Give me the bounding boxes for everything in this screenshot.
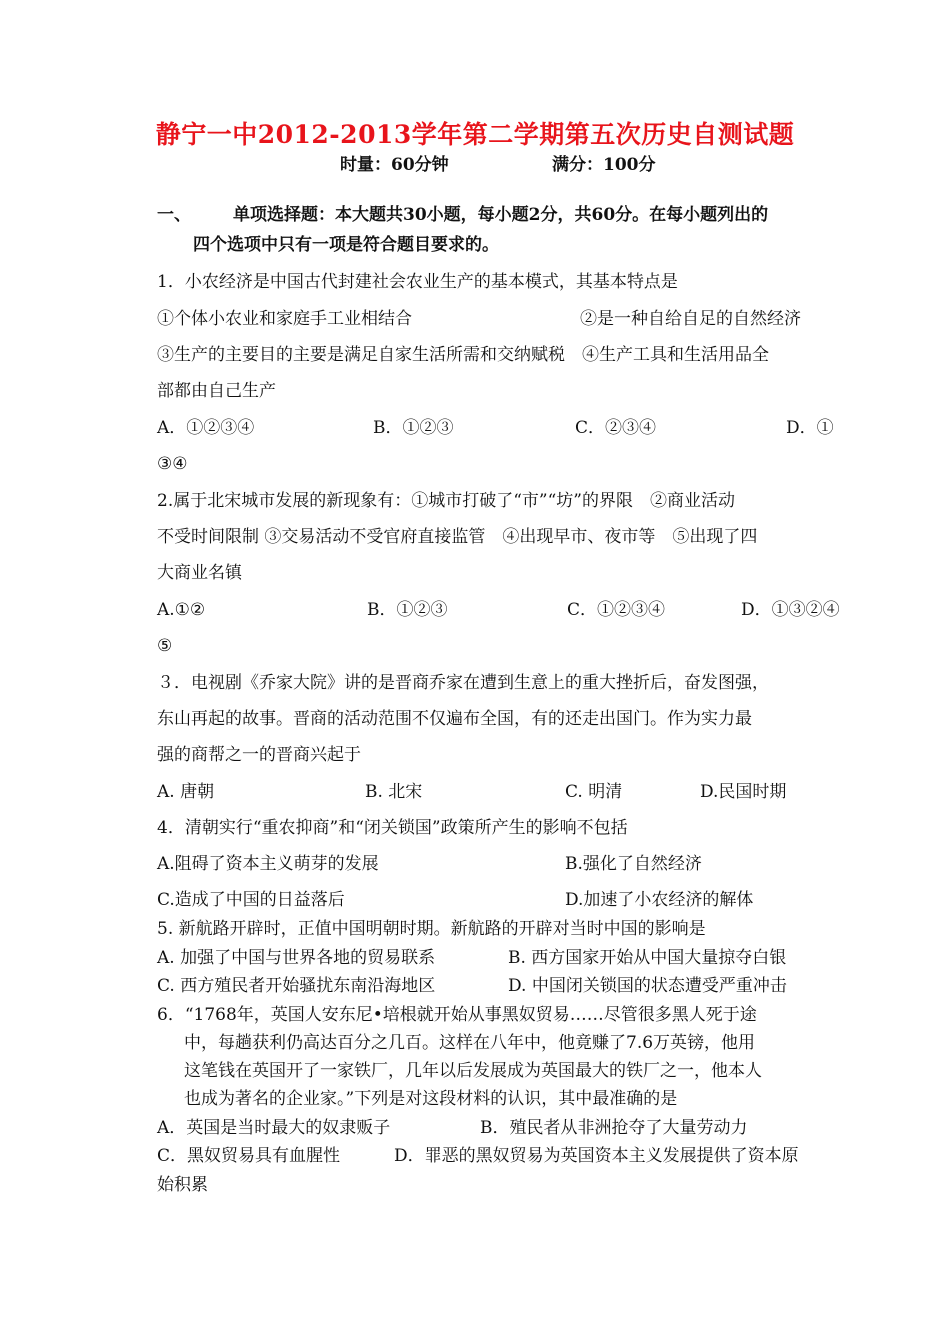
q1-option-a: A．①②③④ <box>157 418 255 438</box>
q6-line-3: 这笔钱在英国开了一家铁厂，几年以后发展成为英国最大的铁厂之一，他本人 <box>184 1061 762 1081</box>
q5-option-c: C. 西方殖民者开始骚扰东南沿海地区 <box>157 976 436 996</box>
q5-option-b: B. 西方国家开始从中国大量掠夺白银 <box>508 948 787 968</box>
q2-option-a: A.①② <box>157 600 206 620</box>
q6-option-a: A．英国是当时最大的奴隶贩子 <box>157 1118 391 1138</box>
q3-option-c: C. 明清 <box>565 782 623 802</box>
q6-option-d: D．罪恶的黑奴贸易为英国资本主义发展提供了资本原 <box>394 1146 799 1166</box>
q6-line-2: 中，每趟获利仍高达百分之几百。这样在八年中，他竟赚了7.6万英镑，他用 <box>184 1033 756 1053</box>
q1-option-b: B．①②③ <box>373 418 454 438</box>
q3-option-d: D.民国时期 <box>700 782 787 802</box>
q1-statement-3-cont: 部都由自己生产 <box>157 381 276 401</box>
q5-stem: 5. 新航路开辟时，正值中国明朝时期。新航路的开辟对当时中国的影响是 <box>157 919 706 939</box>
q4-option-a: A.阻碍了资本主义萌芽的发展 <box>157 854 379 874</box>
q4-option-c: C.造成了中国的日益落后 <box>157 890 345 910</box>
q3-line-2: 东山再起的故事。晋商的活动范围不仅遍布全国，有的还走出国门。作为实力最 <box>157 709 752 729</box>
q1-statement-2: ②是一种自给自足的自然经济 <box>580 309 801 329</box>
q4-option-d: D.加速了小农经济的解体 <box>565 890 754 910</box>
q4-stem: 4．清朝实行“重农抑商”和“闭关锁国”政策所产生的影响不包括 <box>157 818 628 838</box>
section-heading-line1: 单项选择题：本大题共30小题，每小题2分，共60分。在每小题列出的 <box>233 205 769 225</box>
q6-line-1: 6．“1768年，英国人安东尼•培根就开始从事黑奴贸易……尽管很多黑人死于途 <box>157 1005 757 1025</box>
section-heading-line2: 四个选项中只有一项是符合题目要求的。 <box>193 235 499 255</box>
q2-option-d-cont: ⑤ <box>157 636 173 656</box>
q2-line-2: 不受时间限制 ③交易活动不受官府直接监管 ④出现早市、夜市等 ⑤出现了四 <box>157 527 758 547</box>
q1-option-d: D．① <box>786 418 834 438</box>
q1-option-d-cont: ③④ <box>157 454 188 474</box>
time-limit: 时量：60分钟 <box>340 155 449 175</box>
q2-option-b: B．①②③ <box>367 600 448 620</box>
q3-line-3: 强的商帮之一的晋商兴起于 <box>157 745 361 765</box>
full-score: 满分：100分 <box>552 155 656 175</box>
q2-option-d: D．①③②④ <box>741 600 840 620</box>
page-title: 静宁一中2012-2013学年第二学期第五次历史自测试题 <box>155 120 795 149</box>
q5-option-a: A. 加强了中国与世界各地的贸易联系 <box>157 948 436 968</box>
q6-option-d-cont: 始积累 <box>157 1175 208 1195</box>
q1-statement-3: ③生产的主要目的主要是满足自家生活所需和交纳赋税 ④生产工具和生活用品全 <box>157 345 769 365</box>
q1-statement-1: ①个体小农业和家庭手工业相结合 <box>157 309 412 329</box>
q6-line-4: 也成为著名的企业家。”下列是对这段材料的认识，其中最准确的是 <box>184 1089 678 1109</box>
q2-line-1: 2.属于北宋城市发展的新现象有：①城市打破了“市”“坊”的界限 ②商业活动 <box>157 491 735 511</box>
q1-stem: 1．小农经济是中国古代封建社会农业生产的基本模式，其基本特点是 <box>157 272 678 292</box>
q1-option-c: C．②③④ <box>575 418 657 438</box>
q4-option-b: B.强化了自然经济 <box>565 854 702 874</box>
q2-line-3: 大商业名镇 <box>157 563 242 583</box>
q3-option-b: B. 北宋 <box>365 782 423 802</box>
q3-line-1: ３．电视剧《乔家大院》讲的是晋商乔家在遭到生意上的重大挫折后，奋发图强， <box>157 673 769 693</box>
q5-option-d: D. 中国闭关锁国的状态遭受严重冲击 <box>508 976 787 996</box>
q2-option-c: C．①②③④ <box>567 600 666 620</box>
q6-option-c: C．黑奴贸易具有血腥性 <box>157 1146 341 1166</box>
q3-option-a: A. 唐朝 <box>157 782 215 802</box>
section-number: 一、 <box>157 205 191 225</box>
q6-option-b: B．殖民者从非洲抢夺了大量劳动力 <box>480 1118 748 1138</box>
